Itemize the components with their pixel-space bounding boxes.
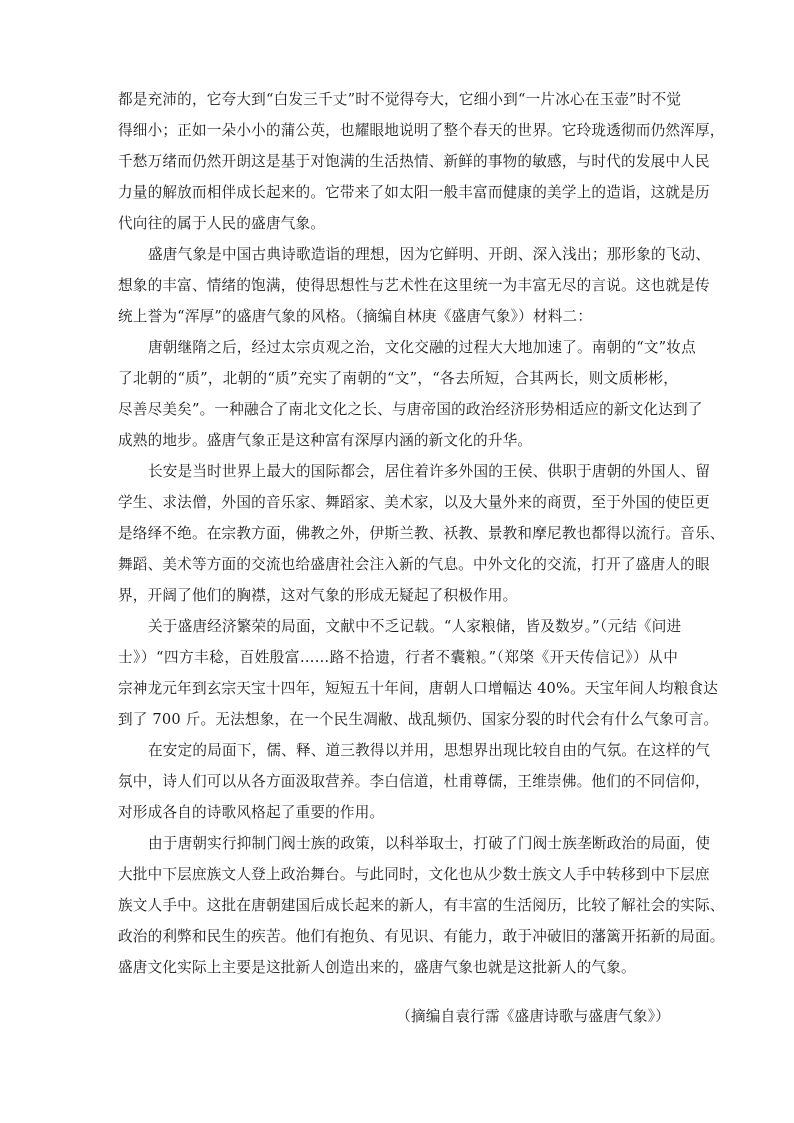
text-line: 盛唐文化实际上主要是这批新人创造出来的，盛唐气象也就是这批新人的气象。: [118, 959, 636, 976]
text-line: 力量的解放而相伴成长起来的。它带来了如太阳一般丰富而健康的美学上的造诣，这就是历: [118, 184, 710, 201]
text-line: 由于唐朝实行抑制门阀士族的政策，以科举取士，打破了门阀士族垄断政治的局面，使: [148, 835, 711, 852]
text-line: 政治的利弊和民生的疾苦。他们有抱负、有见识、有能力，敢于冲破旧的藩篱开拓新的局面。: [118, 928, 725, 945]
text-line: 是络绎不绝。在宗教方面，佛教之外，伊斯兰教、袄教、景教和摩尼教也都得以流行。音乐、: [118, 525, 725, 542]
text-line: 都是充沛的，它夸大到“白发三千丈”时不觉得夸大，它细小到“一片冰心在玉壶”时不觉: [118, 91, 682, 108]
text-line: 对形成各自的诗歌风格起了重要的作用。: [118, 804, 385, 821]
text-line: 唐朝继隋之后，经过太宗贞观之治，文化交融的过程大大地加速了。南朝的“文”妆点: [148, 339, 696, 356]
text-line: 舞蹈、美术等方面的交流也给盛唐社会注入新的气息。中外文化的交流，打开了盛唐人的眼: [118, 556, 710, 573]
text-line: 士》）“四方丰稔，百姓殷富……路不拾遗，行者不囊粮。”（郑棨《开天传信记》）从中: [118, 649, 678, 666]
text-line: 在安定的局面下，儒、释、道三教得以并用，思想界出现比较自由的气氛。在这样的气: [148, 742, 711, 759]
text-line: 统上誉为“浑厚”的盛唐气象的风格。（摘编自林庚《盛唐气象》）材料二：: [118, 308, 593, 325]
text-line: 族文人手中。这批在唐朝建国后成长起来的新人，有丰富的生活阅历，比较了解社会的实际、: [118, 897, 725, 914]
text-line: 了北朝的“质”，北朝的“质”充实了南朝的“文”，“各去所短，合其两长，则文质彬彬，: [118, 370, 678, 387]
text-line: 长安是当时世界上最大的国际都会，居住着许多外国的王侯、供职于唐朝的外国人、留: [148, 463, 711, 480]
text-line: 大批中下层庶族文人登上政治舞台。与此同时，文化也从少数士族文人手中转移到中下层庶: [118, 866, 710, 883]
text-line: 尽善尽美矣”。一种融合了南北文化之长、与唐帝国的政治经济形势相适应的新文化达到了: [118, 401, 703, 418]
text-line: 盛唐气象是中国古典诗歌造诣的理想，因为它鲜明、开朗、深入浅出；那形象的飞动、: [148, 246, 711, 263]
text-line: 到了 700 斤。无法想象，在一个民生凋敝、战乱频仍、国家分裂的时代会有什么气象可言。: [118, 711, 719, 728]
text-line: 氛中，诗人们可以从各方面汲取营养。李白信道，杜甫尊儒，王维崇佛。他们的不同信仰，: [118, 773, 710, 790]
text-line: 千愁万绪而仍然开朗这是基于对饱满的生活热情、新鲜的事物的敏感，与时代的发展中人民: [118, 153, 710, 170]
text-line: 关于盛唐经济繁荣的局面，文献中不乏记载。“人家粮储，皆及数岁。”（元结《问进: [148, 618, 682, 635]
text-line: 得细小；正如一朵小小的蒲公英，也耀眼地说明了整个春天的世界。它玲珑透彻而仍然浑厚，: [118, 122, 725, 139]
text-line: 代向往的属于人民的盛唐气象。: [118, 215, 326, 232]
text-line: 想象的丰富、情绪的饱满，使得思想性与艺术性在这里统一为丰富无尽的言说。这也就是传: [118, 277, 710, 294]
text-line: 界，开阔了他们的胸襟，这对气象的形成无疑起了积极作用。: [118, 587, 518, 604]
text-line: 学生、求法僧，外国的音乐家、舞蹈家、美术家，以及大量外来的商贾，至于外国的使臣更: [118, 494, 710, 511]
source-citation: （摘编自袁行霈《盛唐诗歌与盛唐气象》）: [396, 1008, 670, 1025]
text-line: 成熟的地步。盛唐气象正是这种富有深厚内涵的新文化的升华。: [118, 432, 533, 449]
text-line: 宗神龙元年到玄宗天宝十四年，短短五十年间，唐朝人口增幅达 40%。天宝年间人均粮食达: [118, 680, 719, 697]
